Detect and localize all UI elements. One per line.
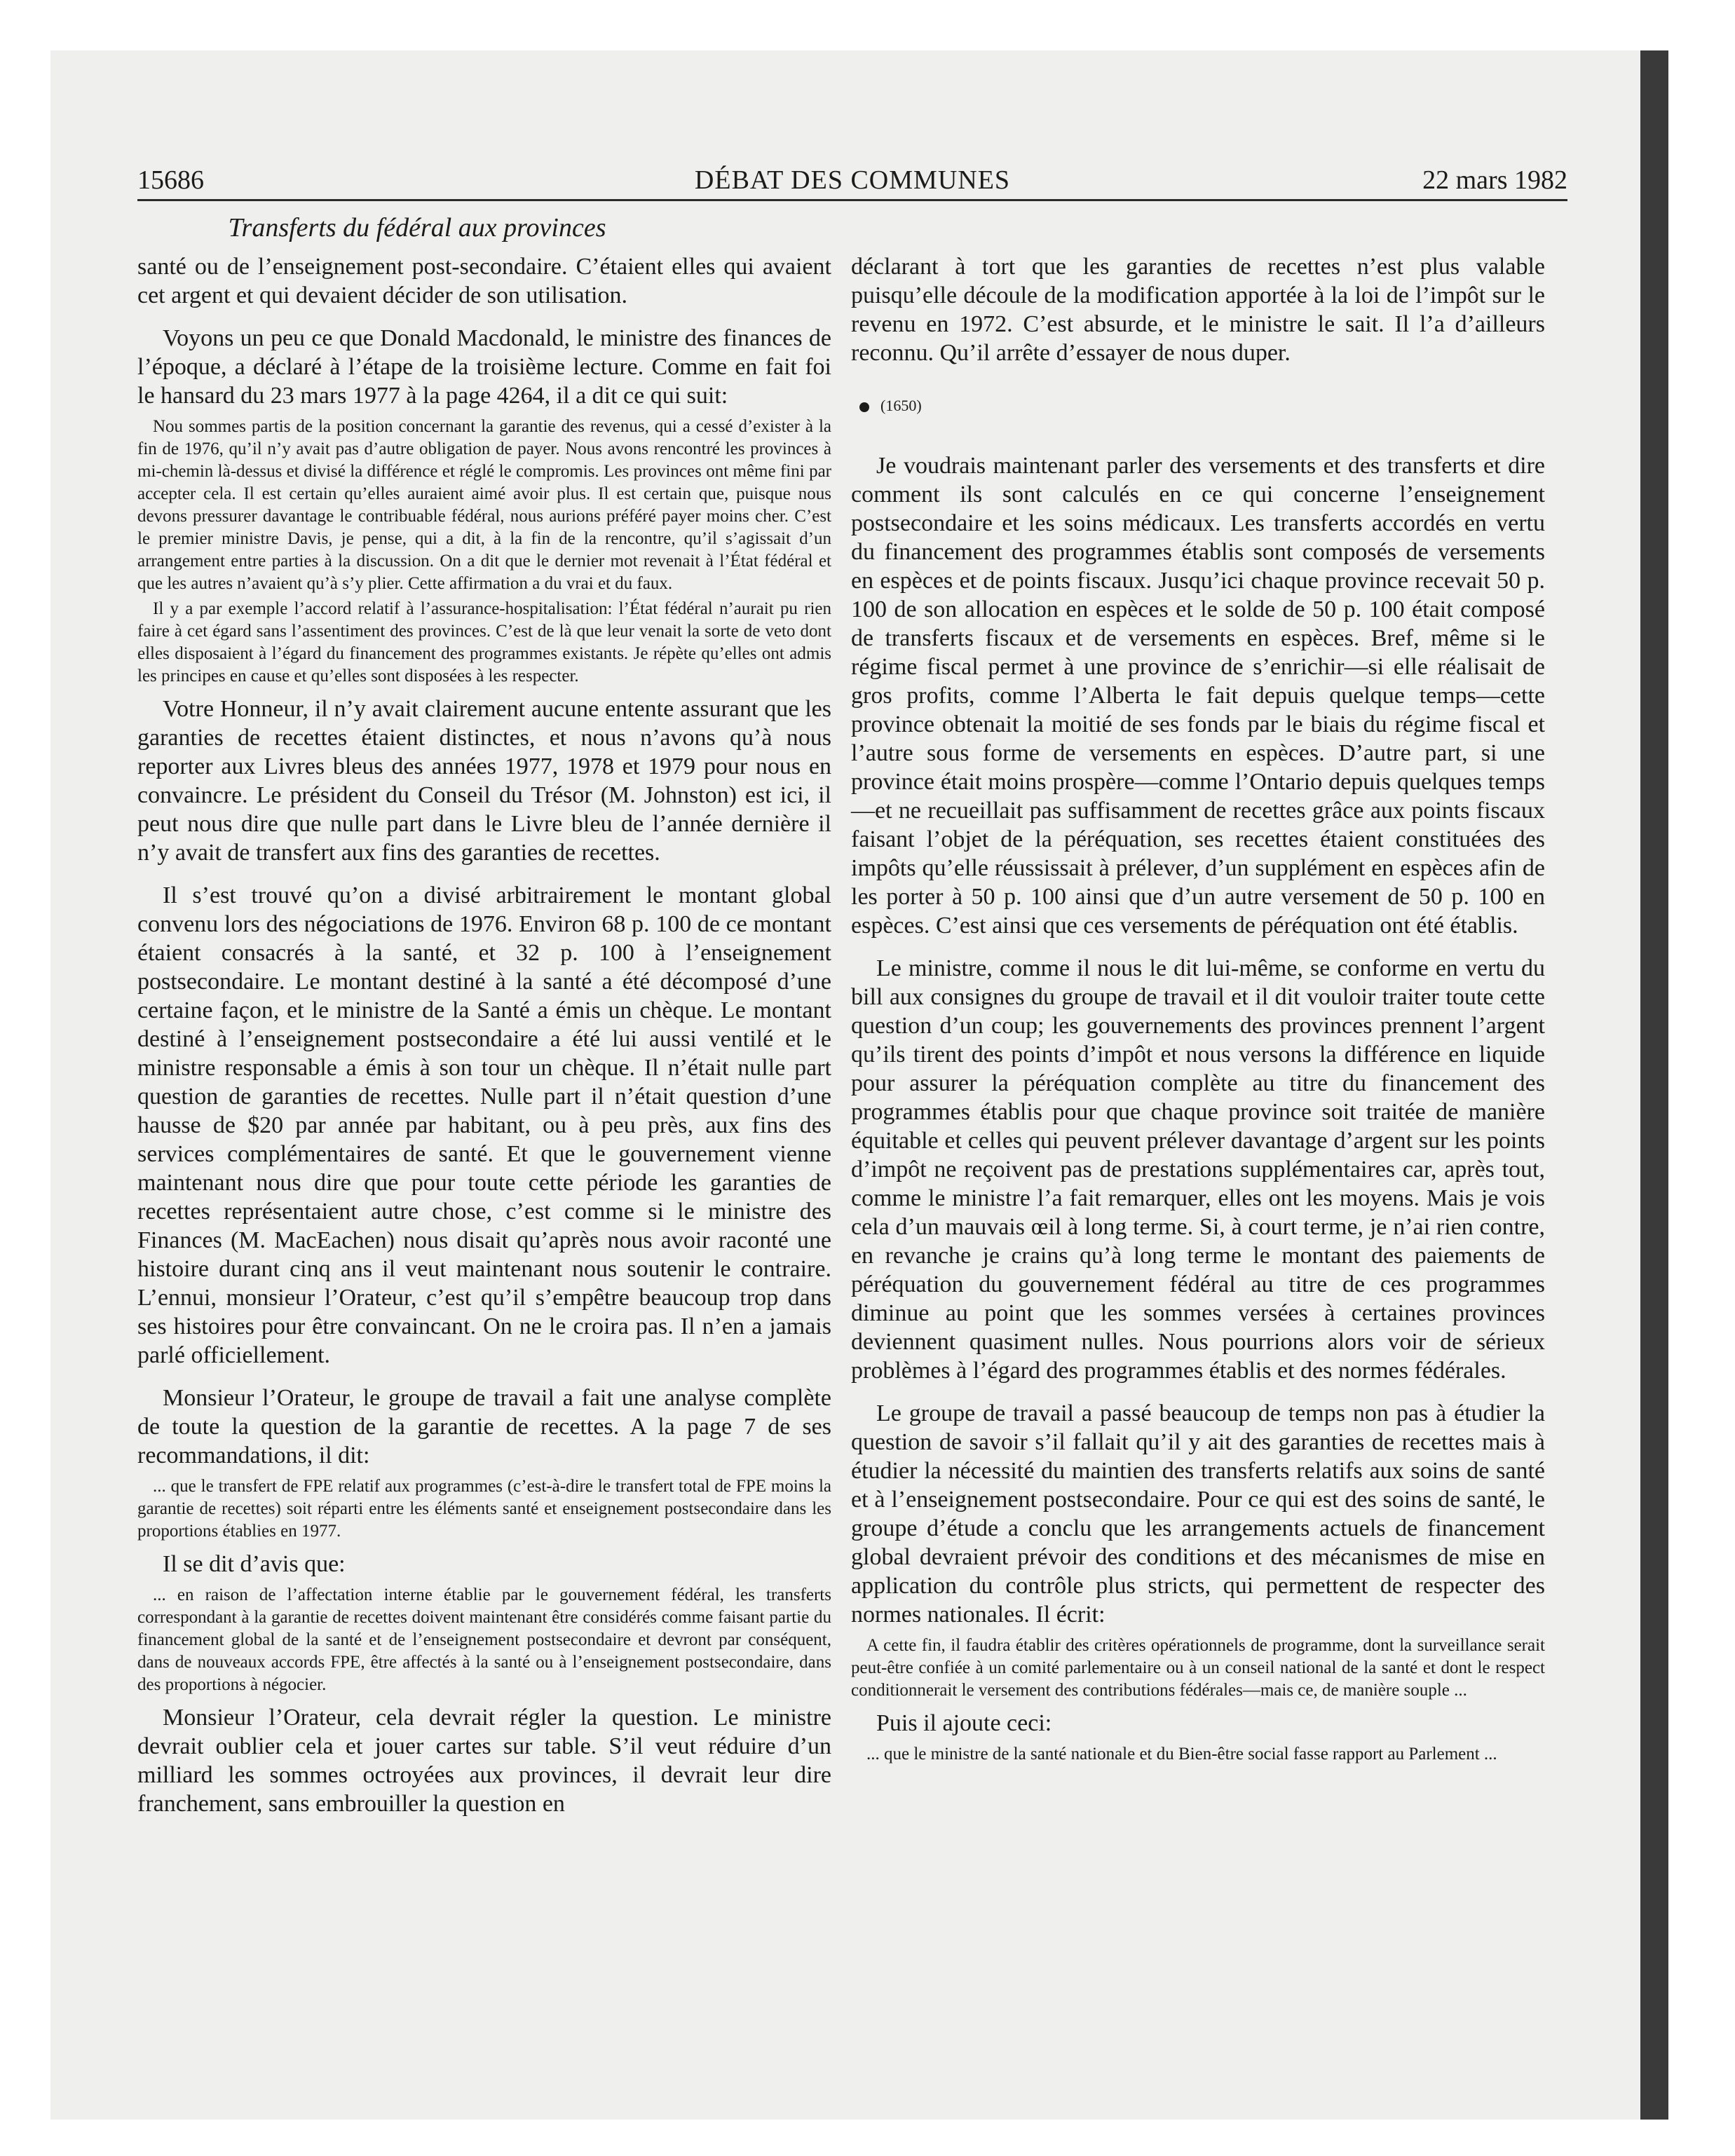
right-column bbox=[851, 252, 1545, 1766]
paragraph: Voyons un peu ce que Donald Macdonald, le ministre des finances de l’époque, a déclaré à l’étape de la troisième lecture. Comme en fait foi le hansard du 23 mars 1977 à la page 4264, il a dit ce qui suit: bbox=[137, 325, 831, 409]
quotation: A cette fin, il faudra établir des critères opérationnels de programme, dont la surveillance serait peut-être confiée à un comité parlementaire ou à un conseil national de la santé et dont le respect conditionnerait le versement des contributions fédérales—mais ce, de manière souple ... bbox=[851, 1636, 1545, 1700]
left-column bbox=[137, 252, 831, 1818]
paragraph: Je voudrais maintenant parler des versements et des transferts et dire comment ils sont calculés en ce qui concerne l’enseignement postsecondaire et les soins médicaux. Les transferts accordés en vertu du financement des programmes établis sont composés de versements en espèces et de points fiscaux. Jusqu’ici chaque province recevait 50 p. 100 de son allocation en espèces et le solde de 50 p. 100 était composé de transferts fiscaux et de versements en espèces. Bref, même si le régime fiscal permet à une province de s’enrichir—si elle réalisait de gros profits, comme l’Alberta le fait depuis quelque temps—cette province obtenait la moitié de ses fonds par le biais du régime fiscal et l’autre sous forme de versements en espèces. D’autre part, si une province était moins prospère—comme l’Ontario depuis quelques temps—et ne recueillait pas suffisamment de recettes grâce aux points fiscaux faisant l’objet de la péréquation, ses recettes étaient constituées des impôts qu’elle réussissait à prélever, d’un supplément en espèces afin de les porter à 50 p. 100 ainsi que d’un autre versement de 50 p. 100 en espèces. C’est ainsi que ces versements de péréquation ont été établis. bbox=[851, 453, 1545, 939]
paragraph: Puis il ajoute ceci: bbox=[876, 1710, 1052, 1736]
paragraph: Monsieur l’Orateur, le groupe de travail a fait une analyse complète de toute la question de la garantie de recettes. A la page 7 de ses recommandations, il dit: bbox=[137, 1385, 831, 1468]
header-rule bbox=[137, 199, 1567, 201]
scan-binding-edge bbox=[1640, 50, 1668, 2120]
time-marker bbox=[851, 395, 1545, 416]
page-date: 22 mars 1982 bbox=[1422, 165, 1567, 195]
quotation: Nou sommes partis de la position concernant la garantie des revenus, qui a cessé d’exister à la fin de 1976, qu’il n’y avait pas d’autre obligation de payer. Nous avons rencontré les provinces à mi-chemin là-dessus et divisé la différence et réglé le compromis. Les provinces ont même fini par accepter cela. Il est certain qu’elles auraient aimé avoir plus. Il est certain que, puisque nous devons pressurer davantage le contribuable fédéral, nous aurions préféré payer moins cher. C’est le premier ministre Davis, je pense, qui a dit, à la fin de la rencontre, qu’il s’agissait d’un arrangement entre parties à la discussion. On a dit que le dernier mot revenait à l’État fédéral et que les autres n’avaient qu’à s’y plier. Cette affirmation a du vrai et du faux. bbox=[137, 417, 831, 593]
time-marker-text: (1650) bbox=[880, 397, 922, 414]
paragraph: Le groupe de travail a passé beaucoup de temps non pas à étudier la question de savoir s’il fallait qu’il y ait des garanties de recettes mais à étudier la nécessité du maintien des transferts relatifs aux soins de santé et à l’enseignement postsecondaire. Pour ce qui est des soins de santé, le groupe d’étude a conclu que les arrangements actuels de financement global devraient prévoir des conditions et des mécanismes de mise en application du contrôle plus stricts, qui permettent de respecter des normes nationales. Il écrit: bbox=[851, 1400, 1545, 1628]
paragraph: Votre Honneur, il n’y avait clairement aucune entente assurant que les garanties de recettes étaient distinctes, et nous n’avons qu’à nous reporter aux Livres bleus des années 1977, 1978 et 1979 pour nous en convaincre. Le président du Conseil du Trésor (M. Johnston) est ici, il peut nous dire que nulle part dans le Livre bleu de l’année dernière il n’y avait de transfert aux fins des garanties de recettes. bbox=[137, 696, 831, 866]
quotation: Il y a par exemple l’accord relatif à l’assurance-hospitalisation: l’État fédéral n’aurait pu rien faire à cet égard sans l’assentiment des provinces. C’est de là que leur venait la sorte de veto dont elles disposaient à l’égard du financement des programmes existants. Je répète qu’elles ont admis les principes en cause et qu’elles sont disposées à les respecter. bbox=[137, 599, 831, 685]
page-header bbox=[137, 163, 1567, 205]
paragraph: Le ministre, comme il nous le dit lui-même, se conforme en vertu du bill aux consignes du groupe de travail et il dit vouloir traiter toute cette question d’un coup; les gouvernements des provinces prennent l’argent qu’ils tirent des points d’impôt et nous versons la différence en liquide pour assurer la péréquation complète au titre du financement des programmes établis pour que chaque province soit traitée de manière équitable et celles qui peuvent prélever davantage d’argent sur les points d’impôt ne reçoivent pas de prestations supplémentaires car, après tout, comme le ministre l’a fait remarquer, elles ont les moyens. Mais je vois cela d’un mauvais œil à long terme. Si, à court terme, je n’ai rien contre, en revanche je crains qu’à long terme le montant des paiements de péréquation du gouvernement fédéral au titre de ces programmes diminue au point que les sommes versées à certaines provinces deviennent quasiment nulles. Nous pourrions alors voir de sérieux problèmes à l’égard des programmes établis et des normes fédérales. bbox=[851, 955, 1545, 1384]
paragraph: Monsieur l’Orateur, cela devrait régler la question. Le ministre devrait oublier cela et jouer cartes sur table. S’il veut réduire d’un milliard les sommes octroyées aux provinces, il devrait leur dire franchement, sans embrouiller la question en bbox=[137, 1705, 831, 1817]
paragraph: Il se dit d’avis que: bbox=[163, 1551, 346, 1577]
quotation: ... que le ministre de la santé nationale et du Bien-être social fasse rapport au Parlement ... bbox=[866, 1745, 1497, 1763]
paragraph: Il s’est trouvé qu’on a divisé arbitrairement le montant global convenu lors des négociations de 1976. Environ 68 p. 100 de ce montant étaient consacrés à la santé, et 32 p. 100 à l’enseignement postsecondaire. Le montant destiné à la santé a été décomposé d’une certaine façon, et le ministre de la Santé a émis un chèque. Le montant destiné à l’enseignement postsecondaire a été lui aussi ventilé et le ministre responsable a émis à son tour un chèque. Il n’était nulle part question de garanties de recettes. Nulle part il n’était question d’une hausse de $20 par année par habitant, ou à peu près, aux fins des services complémentaires de santé. Et que le gouvernement vienne maintenant nous dire que pour toute cette période les garanties de recettes représentaient autre chose, c’est comme si le ministre des Finances (M. MacEachen) nous disait qu’après nous avoir raconté une histoire durant cinq ans il veut maintenant nous soutenir le contraire. L’ennui, monsieur l’Orateur, c’est qu’il s’empêtre beaucoup trop dans ses histoires pour être convaincant. On ne le croira pas. Il n’en a jamais parlé officiellement. bbox=[137, 882, 831, 1368]
quotation: ... en raison de l’affectation interne établie par le gouvernement fédéral, les transferts correspondant à la garantie de recettes doivent maintenant être considérés comme faisant partie du financement global de la santé et de l’enseignement postsecondaire et devront par conséquent, dans de nouveaux accords FPE, être affectés à la santé ou à l’enseignement postsecondaire, dans des proportions à négocier. bbox=[137, 1585, 831, 1694]
paragraph: déclarant à tort que les garanties de recettes n’est plus valable puisqu’elle découle de la modification apportée à la loi de l’impôt sur le revenu en 1972. C’est absurde, et le ministre le sait. Il l’a d’ailleurs reconnu. Qu’il arrête d’essayer de nous duper. bbox=[851, 254, 1545, 366]
paragraph: santé ou de l’enseignement post-secondaire. C’étaient elles qui avaient cet argent et qui devaient décider de son utilisation. bbox=[137, 254, 831, 308]
publication-title: DÉBAT DES COMMUNES bbox=[694, 165, 1011, 195]
running-title: Transferts du fédéral aux provinces bbox=[228, 213, 606, 243]
bullet-icon bbox=[859, 402, 869, 412]
page-number: 15686 bbox=[137, 165, 204, 195]
quotation: ... que le transfert de FPE relatif aux programmes (c’est-à-dire le transfert total de FPE moins la garantie de recettes) soit réparti entre les éléments santé et enseignement postsecondaire dans les proportions établies en 1977. bbox=[137, 1477, 831, 1541]
